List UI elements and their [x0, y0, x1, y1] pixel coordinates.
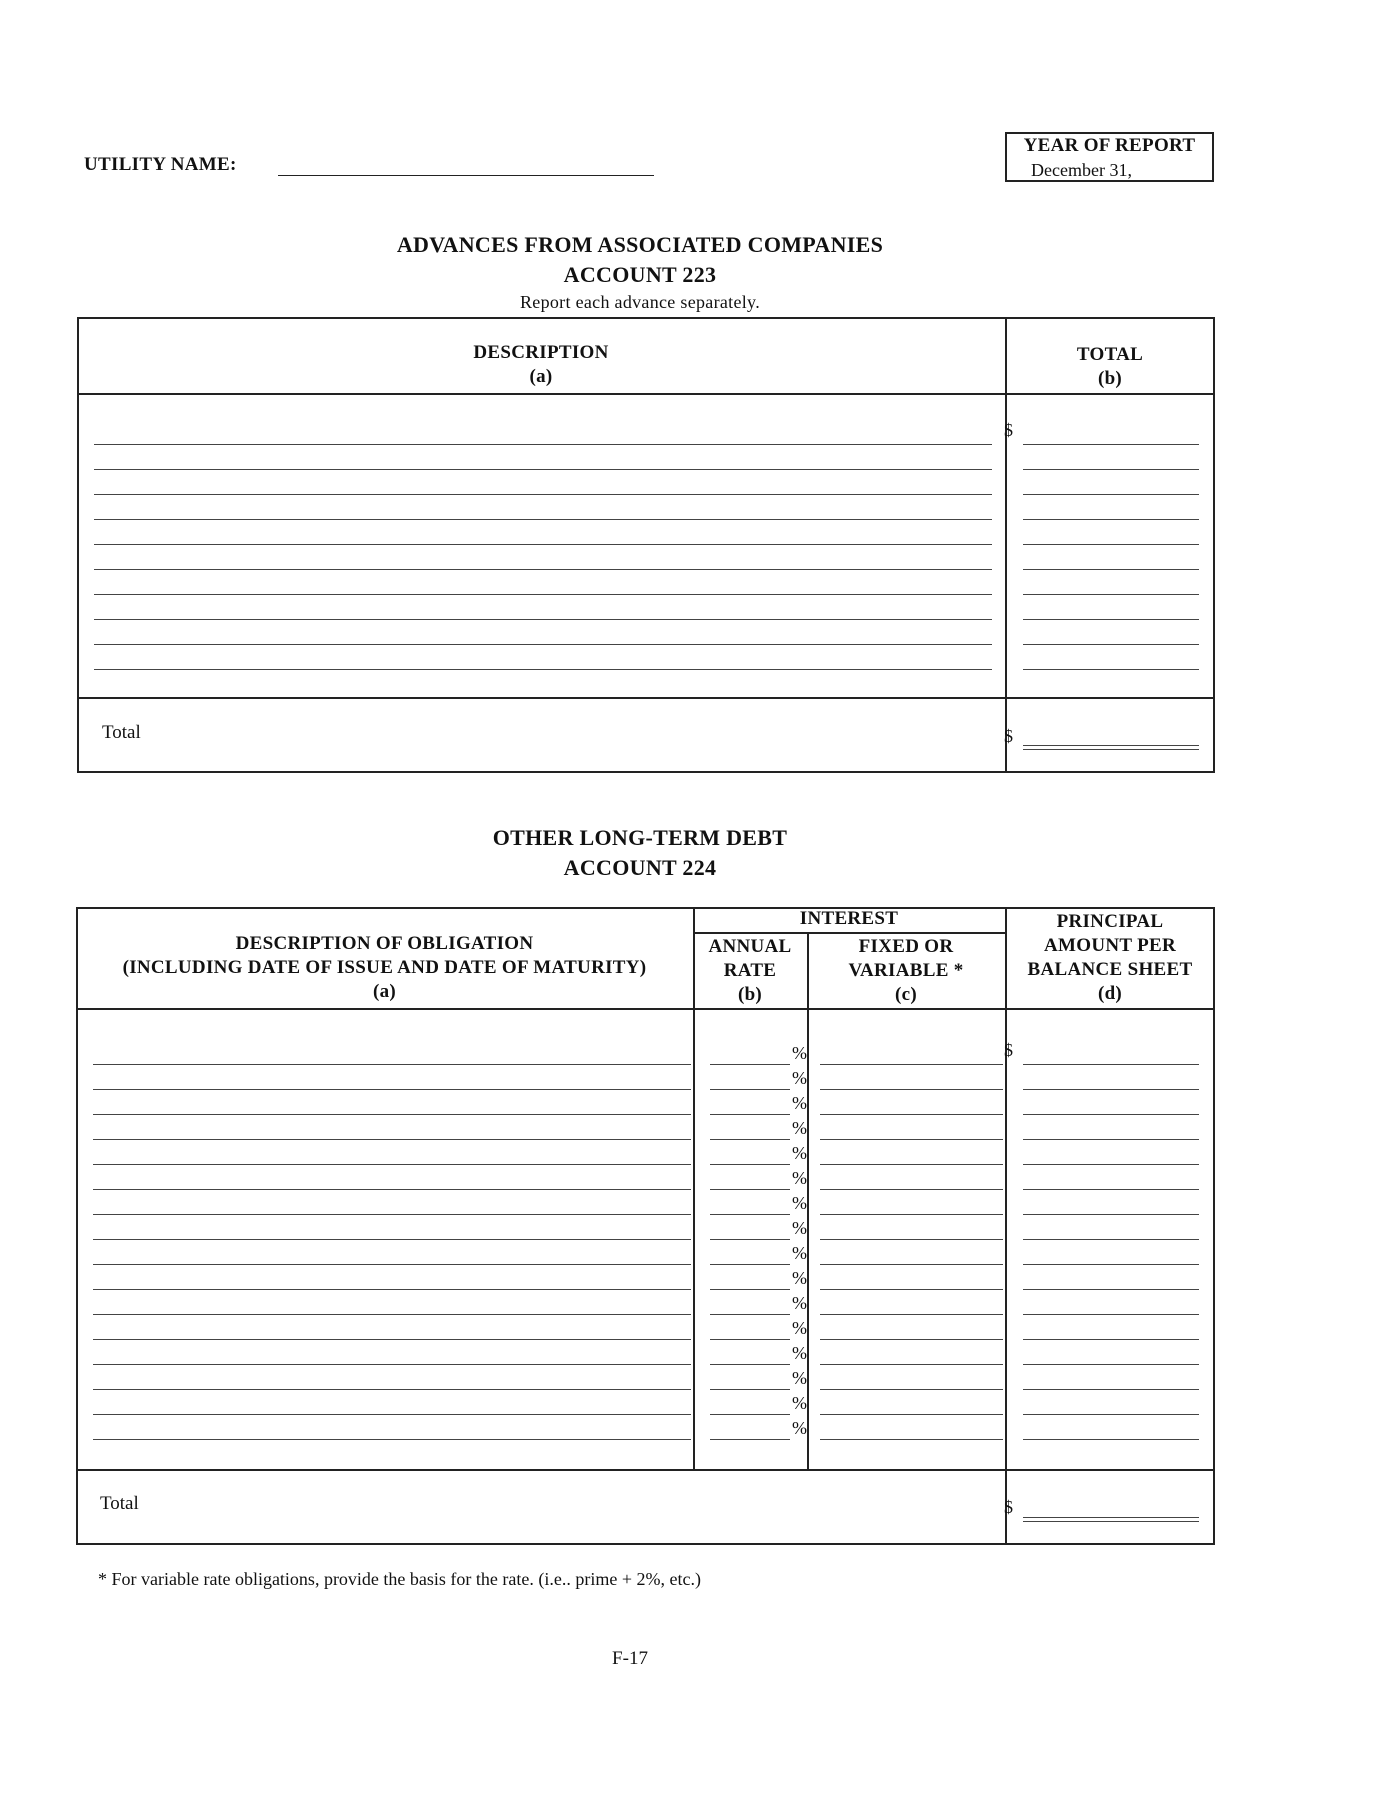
debt-description-line[interactable] — [93, 1114, 691, 1115]
advances-total-line[interactable] — [1023, 494, 1199, 495]
debt-rate-line[interactable] — [710, 1339, 790, 1340]
debt-col-principal-line3: BALANCE SHEET — [1027, 959, 1193, 980]
debt-fixed-variable-line[interactable] — [820, 1389, 1003, 1390]
debt-total-label: Total — [100, 1493, 139, 1514]
debt-total-rule — [76, 1469, 1215, 1471]
debt-rate-line[interactable] — [710, 1064, 790, 1065]
advances-description-line[interactable] — [94, 519, 992, 520]
percent-sign: % — [792, 1093, 807, 1113]
percent-sign: % — [792, 1218, 807, 1238]
debt-interest-header: INTEREST — [799, 908, 899, 929]
debt-rate-line[interactable] — [710, 1364, 790, 1365]
debt-description-line[interactable] — [93, 1289, 691, 1290]
advances-total-line[interactable] — [1023, 444, 1199, 445]
utility-name-field[interactable] — [278, 175, 654, 176]
debt-interest-rule — [693, 932, 1005, 934]
debt-principal-line[interactable] — [1023, 1439, 1199, 1440]
advances-col-total-header — [1005, 343, 1215, 391]
debt-col-principal-header — [1005, 910, 1215, 1006]
debt-rate-line[interactable] — [710, 1089, 790, 1090]
debt-rate-line[interactable] — [710, 1214, 790, 1215]
debt-fixed-variable-line[interactable] — [820, 1339, 1003, 1340]
debt-description-line[interactable] — [93, 1414, 691, 1415]
debt-rate-line[interactable] — [710, 1264, 790, 1265]
debt-description-line[interactable] — [93, 1189, 691, 1190]
debt-principal-line[interactable] — [1023, 1214, 1199, 1215]
debt-fixed-variable-line[interactable] — [820, 1439, 1003, 1440]
debt-col-fixed-line1: FIXED OR — [858, 936, 954, 957]
debt-rate-line[interactable] — [710, 1139, 790, 1140]
debt-col-description-line2: (INCLUDING DATE OF ISSUE AND DATE OF MATURITY) — [122, 957, 647, 978]
advances-description-line[interactable] — [94, 669, 992, 670]
debt-description-line[interactable] — [93, 1264, 691, 1265]
section1-account: ACCOUNT 223 — [563, 262, 717, 287]
percent-sign: % — [792, 1243, 807, 1263]
debt-principal-line[interactable] — [1023, 1189, 1199, 1190]
debt-description-line[interactable] — [93, 1339, 691, 1340]
debt-rate-line[interactable] — [710, 1414, 790, 1415]
debt-fixed-variable-line[interactable] — [820, 1089, 1003, 1090]
year-of-report-label: YEAR OF REPORT — [1023, 135, 1196, 156]
debt-principal-line[interactable] — [1023, 1114, 1199, 1115]
section2-title: OTHER LONG-TERM DEBT — [492, 825, 788, 850]
utility-name-label: UTILITY NAME: — [84, 154, 237, 175]
debt-fixed-variable-line[interactable] — [820, 1114, 1003, 1115]
debt-col-fixed-letter: (c) — [895, 984, 917, 1005]
debt-col-rate-letter: (b) — [737, 984, 763, 1005]
year-of-report-date: December 31, — [1031, 160, 1132, 180]
debt-description-line[interactable] — [93, 1089, 691, 1090]
advances-total-field[interactable] — [1023, 745, 1199, 746]
advances-total-line[interactable] — [1023, 619, 1199, 620]
debt-principal-line[interactable] — [1023, 1364, 1199, 1365]
percent-sign: % — [792, 1193, 807, 1213]
debt-principal-line[interactable] — [1023, 1239, 1199, 1240]
advances-total-line[interactable] — [1023, 669, 1199, 670]
debt-principal-line[interactable] — [1023, 1339, 1199, 1340]
debt-rate-line[interactable] — [710, 1164, 790, 1165]
debt-description-line[interactable] — [93, 1214, 691, 1215]
advances-col-total-label: TOTAL — [1076, 344, 1144, 365]
advances-total-label: Total — [102, 722, 141, 743]
advances-dollar-sign: $ — [1004, 420, 1013, 440]
debt-col-rate-line1: ANNUAL — [708, 936, 792, 957]
advances-description-line[interactable] — [94, 569, 992, 570]
debt-rate-line[interactable] — [710, 1114, 790, 1115]
advances-description-line[interactable] — [94, 594, 992, 595]
debt-fixed-variable-line[interactable] — [820, 1164, 1003, 1165]
percent-sign: % — [792, 1143, 807, 1163]
debt-col-fixed-line2: VARIABLE * — [848, 960, 964, 981]
debt-description-line[interactable] — [93, 1139, 691, 1140]
advances-total-line[interactable] — [1023, 519, 1199, 520]
percent-sign: % — [792, 1168, 807, 1188]
debt-col-rate-line2: RATE — [723, 960, 777, 981]
debt-principal-line[interactable] — [1023, 1064, 1199, 1065]
advances-total-rule — [77, 697, 1215, 699]
debt-col-principal-letter: (d) — [1097, 983, 1123, 1004]
debt-description-line[interactable] — [93, 1389, 691, 1390]
debt-col-description-letter: (a) — [372, 981, 397, 1002]
debt-fixed-variable-line[interactable] — [820, 1239, 1003, 1240]
advances-description-line[interactable] — [94, 444, 992, 445]
debt-description-line[interactable] — [93, 1439, 691, 1440]
advances-total-line[interactable] — [1023, 644, 1199, 645]
percent-sign: % — [792, 1393, 807, 1413]
advances-total-double-rule — [1023, 749, 1199, 750]
debt-rate-line[interactable] — [710, 1289, 790, 1290]
advances-col-description-letter: (a) — [529, 366, 553, 387]
debt-col-principal-line2: AMOUNT PER — [1044, 935, 1176, 956]
debt-fixed-variable-line[interactable] — [820, 1264, 1003, 1265]
section1-instruction: Report each advance separately. — [519, 292, 760, 312]
percent-sign: % — [792, 1368, 807, 1388]
advances-total-line[interactable] — [1023, 569, 1199, 570]
advances-description-line[interactable] — [94, 644, 992, 645]
debt-divider-b-c — [807, 932, 809, 1470]
percent-sign: % — [792, 1043, 807, 1063]
footnote: * For variable rate obligations, provide the basis for the rate. (i.e.. prime + 2%, etc.) — [98, 1569, 701, 1589]
debt-description-line[interactable] — [93, 1239, 691, 1240]
debt-rate-line[interactable] — [710, 1239, 790, 1240]
percent-sign: % — [792, 1418, 807, 1438]
debt-description-line[interactable] — [93, 1314, 691, 1315]
debt-principal-line[interactable] — [1023, 1414, 1199, 1415]
debt-fixed-variable-line[interactable] — [820, 1214, 1003, 1215]
debt-dollar-sign: $ — [1004, 1040, 1013, 1060]
section1-title: ADVANCES FROM ASSOCIATED COMPANIES — [396, 232, 884, 257]
debt-total-dollar-sign: $ — [1004, 1497, 1013, 1517]
debt-total-double-rule — [1023, 1521, 1199, 1522]
section2-account: ACCOUNT 224 — [563, 855, 717, 880]
debt-col-principal-line1: PRINCIPAL — [1056, 911, 1164, 932]
advances-col-description-label: DESCRIPTION — [473, 342, 609, 363]
debt-fixed-variable-line[interactable] — [820, 1064, 1003, 1065]
advances-description-line[interactable] — [94, 544, 992, 545]
debt-fixed-variable-line[interactable] — [820, 1414, 1003, 1415]
debt-fixed-variable-line[interactable] — [820, 1139, 1003, 1140]
advances-header-rule — [77, 393, 1215, 395]
debt-description-line[interactable] — [93, 1364, 691, 1365]
debt-principal-line[interactable] — [1023, 1164, 1199, 1165]
debt-fixed-variable-line[interactable] — [820, 1289, 1003, 1290]
advances-description-line[interactable] — [94, 494, 992, 495]
page-number: F-17 — [612, 1648, 648, 1669]
advances-total-line[interactable] — [1023, 469, 1199, 470]
percent-sign: % — [792, 1343, 807, 1363]
percent-sign: % — [792, 1318, 807, 1338]
debt-fixed-variable-line[interactable] — [820, 1314, 1003, 1315]
debt-col-fixed-header — [807, 935, 1005, 1007]
debt-fixed-variable-line[interactable] — [820, 1364, 1003, 1365]
advances-col-total-letter: (b) — [1097, 368, 1123, 389]
debt-description-line[interactable] — [93, 1164, 691, 1165]
percent-sign: % — [792, 1268, 807, 1288]
debt-header-rule — [76, 1008, 1215, 1010]
advances-col-description-header — [77, 341, 1005, 389]
advances-total-line[interactable] — [1023, 544, 1199, 545]
debt-col-description-header — [76, 932, 693, 1004]
debt-principal-line[interactable] — [1023, 1139, 1199, 1140]
year-of-report-box — [1005, 132, 1214, 182]
advances-total-dollar-sign: $ — [1004, 726, 1013, 746]
debt-principal-line[interactable] — [1023, 1289, 1199, 1290]
debt-rate-line[interactable] — [710, 1189, 790, 1190]
advances-description-line[interactable] — [94, 619, 992, 620]
percent-sign: % — [792, 1293, 807, 1313]
debt-col-description-line1: DESCRIPTION OF OBLIGATION — [235, 933, 534, 954]
debt-principal-line[interactable] — [1023, 1314, 1199, 1315]
debt-fixed-variable-line[interactable] — [820, 1189, 1003, 1190]
debt-total-field[interactable] — [1023, 1517, 1199, 1518]
debt-col-rate-header — [693, 935, 807, 1007]
advances-total-line[interactable] — [1023, 594, 1199, 595]
advances-description-line[interactable] — [94, 469, 992, 470]
percent-sign: % — [792, 1118, 807, 1138]
debt-rate-line[interactable] — [710, 1314, 790, 1315]
debt-rate-line[interactable] — [710, 1389, 790, 1390]
debt-principal-line[interactable] — [1023, 1389, 1199, 1390]
debt-description-line[interactable] — [93, 1064, 691, 1065]
debt-principal-line[interactable] — [1023, 1089, 1199, 1090]
percent-sign: % — [792, 1068, 807, 1088]
debt-principal-line[interactable] — [1023, 1264, 1199, 1265]
debt-rate-line[interactable] — [710, 1439, 790, 1440]
